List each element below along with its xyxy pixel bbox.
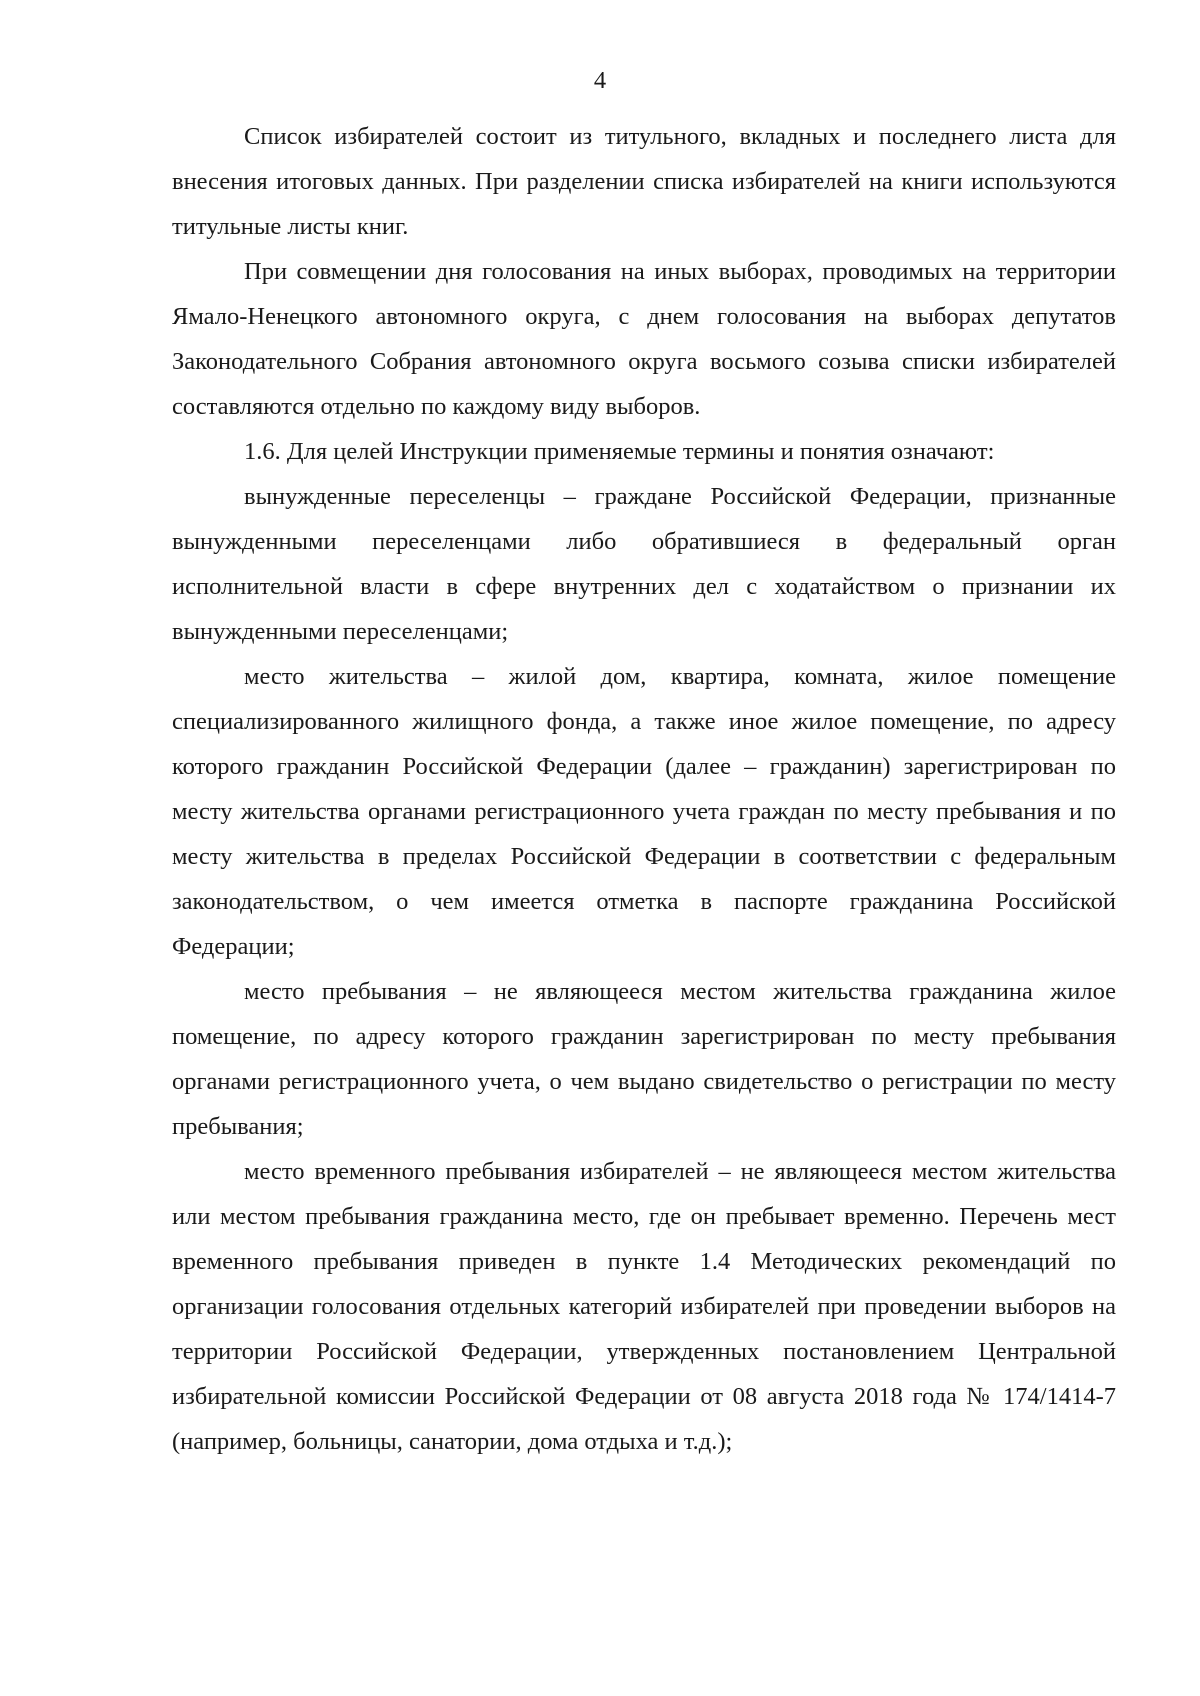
paragraph-voter-list-structure: Список избирателей состоит из титульного, вкладных и последнего листа для внесения итоговых данных. При разделении списка избирателей на книги используются титульные листы книг.: [172, 123, 1116, 240]
paragraph-term-forced-migrants: вынужденные переселенцы – граждане Российской Федерации, признанные вынужденными переселенцами либо обратившиеся в федеральный орган исполнительной власти в сфере внутренних дел с ходатайством о признании их вынужденными переселенцами;: [172, 483, 1116, 645]
paragraph-term-temporary-stay: место временного пребывания избирателей – не являющееся местом жительства или местом пребывания гражданина место, где он пребывает временно. Перечень мест временного пребывания приведен в пункте 1.4 Методических рекомендаций по организации голосования отдельных категорий избирателей при проведении выборов на территории Российской Федерации, утвержденных постановлением Центральной избирательной комиссии Российской Федерации от 08 августа 2018 года № 174/1414-7 (например, больницы, санатории, дома отдыха и т.д.);: [172, 1158, 1116, 1455]
page-number: 4: [593, 67, 607, 94]
document-body: [172, 114, 1116, 1464]
paragraph-term-place-of-stay: место пребывания – не являющееся местом жительства гражданина жилое помещение, по адресу которого гражданин зарегистрирован по месту пребывания органами регистрационного учета, о чем выдано свидетельство о регистрации по месту пребывания;: [172, 978, 1116, 1140]
paragraph-term-place-of-residence: место жительства – жилой дом, квартира, комната, жилое помещение специализированного жилищного фонда, а также иное жилое помещение, по адресу которого гражданин Российской Федерации (далее – гражданин) зарегистрирован по месту жительства органами регистрационного учета граждан по месту пребывания и по месту жительства в пределах Российской Федерации в соответствии с федеральным законодательством, о чем имеется отметка в паспорте гражданина Российской Федерации;: [172, 663, 1116, 960]
paragraph-terms-intro: 1.6. Для целей Инструкции применяемые термины и понятия означают:: [244, 438, 995, 465]
paragraph-combined-voting-day: При совмещении дня голосования на иных выборах, проводимых на территории Ямало-Ненецкого автономного округа, с днем голосования на выборах депутатов Законодательного Собрания автономного округа восьмого созыва списки избирателей составляются отдельно по каждому виду выборов.: [172, 258, 1116, 420]
